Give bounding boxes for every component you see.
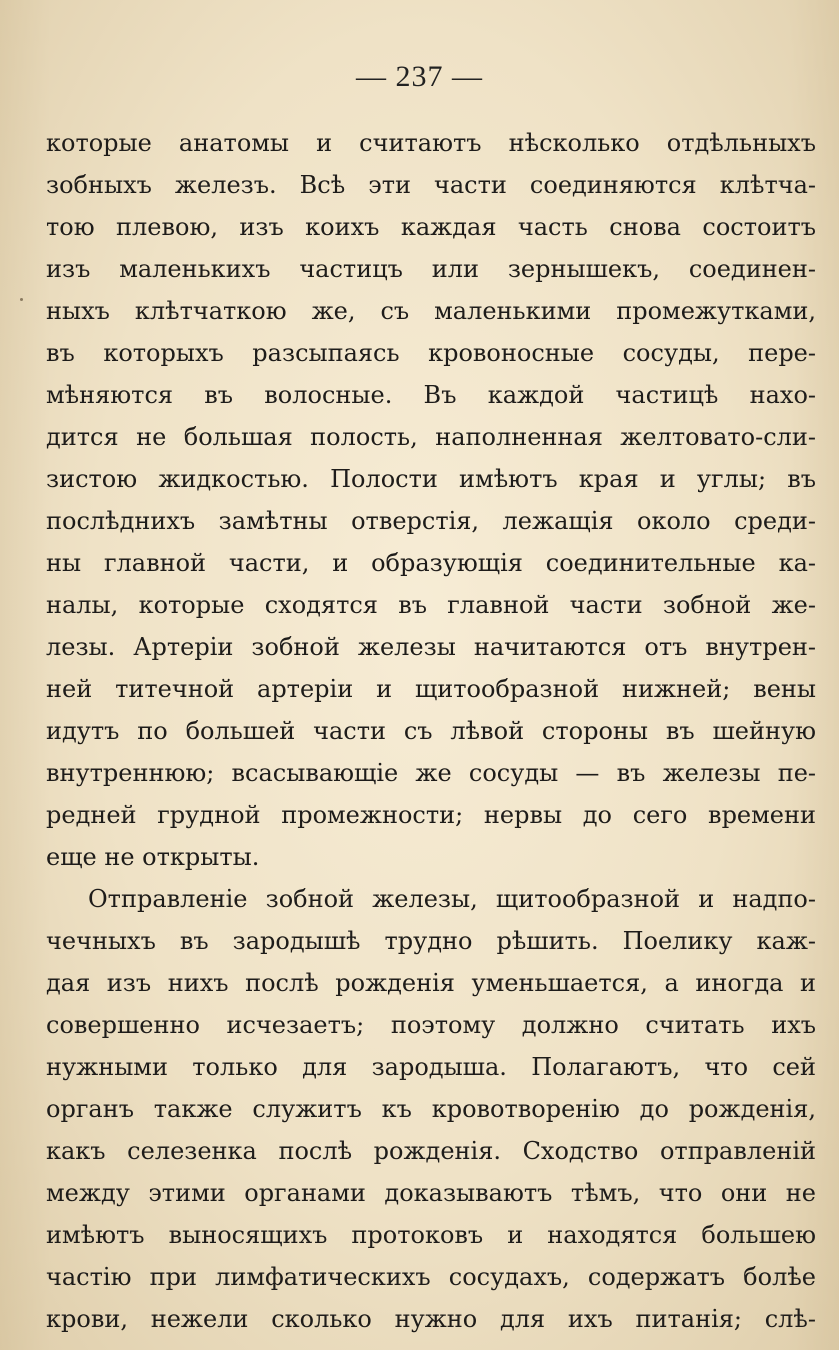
- text-line: чечныхъ въ зародышѣ трудно рѣшить. Поелику каж-: [46, 927, 816, 955]
- text-line: частію при лимфатическихъ сосудахъ, содержатъ болѣе: [46, 1263, 816, 1291]
- text-line: въ которыхъ разсыпаясь кровоносные сосуды, пере-: [46, 339, 816, 367]
- page-number: — 237 —: [356, 60, 483, 93]
- text-line: совершенно исчезаетъ; поэтому должно считать ихъ: [46, 1011, 816, 1039]
- text-line: ней титечной артеріи и щитообразной нижней; вены: [46, 675, 816, 703]
- text-line: тою плевою, изъ коихъ каждая часть снова состоитъ: [46, 213, 816, 241]
- paper-speck: [20, 298, 23, 301]
- text-line: нужными только для зародыша. Полагаютъ, что сей: [46, 1053, 816, 1081]
- text-line: органъ также служитъ къ кровотворенію до рожденія,: [46, 1095, 816, 1123]
- text-line: изъ маленькихъ частицъ или зернышекъ, соединен-: [46, 255, 816, 283]
- paragraph-start-line: Отправленіе зобной железы, щитообразной и надпо-: [88, 885, 816, 913]
- body-text: [46, 122, 816, 1340]
- text-line: которые анатомы и считаютъ нѣсколько отдѣльныхъ: [46, 129, 816, 157]
- text-line: дится не большая полость, наполненная желтовато-сли-: [46, 423, 816, 451]
- text-line: зистою жидкостью. Полости имѣютъ края и углы; въ: [46, 465, 816, 493]
- text-line: внутреннюю; всасывающіе же сосуды — въ железы пе-: [46, 759, 816, 787]
- text-line: лезы. Артеріи зобной железы начитаются отъ внутрен-: [46, 633, 816, 661]
- text-line: крови, нежели сколько нужно для ихъ питанія; слѣ-: [46, 1305, 816, 1333]
- text-line: дая изъ нихъ послѣ рожденія уменьшается, а иногда и: [46, 969, 816, 997]
- text-line: имѣютъ выносящихъ протоковъ и находятся большею: [46, 1221, 816, 1249]
- text-line: зобныхъ железъ. Всѣ эти части соединяются клѣтча-: [46, 171, 816, 199]
- text-line: идутъ по большей части съ лѣвой стороны въ шейную: [46, 717, 816, 745]
- text-line: ны главной части, и образующія соединительные ка-: [46, 549, 816, 577]
- text-line: мѣняются въ волосные. Въ каждой частицѣ нахо-: [46, 381, 816, 409]
- text-line: налы, которые сходятся въ главной части зобной же-: [46, 591, 816, 619]
- text-line: послѣднихъ замѣтны отверстія, лежащія около среди-: [46, 507, 816, 535]
- paragraph-end-line: еще не открыты.: [46, 843, 260, 871]
- text-line: между этими органами доказываютъ тѣмъ, что они не: [46, 1179, 816, 1207]
- text-line: редней грудной промежности; нервы до сего времени: [46, 801, 816, 829]
- text-line: ныхъ клѣтчаткою же, съ маленькими промежутками,: [46, 297, 816, 325]
- text-line: какъ селезенка послѣ рожденія. Сходство отправленій: [46, 1137, 816, 1165]
